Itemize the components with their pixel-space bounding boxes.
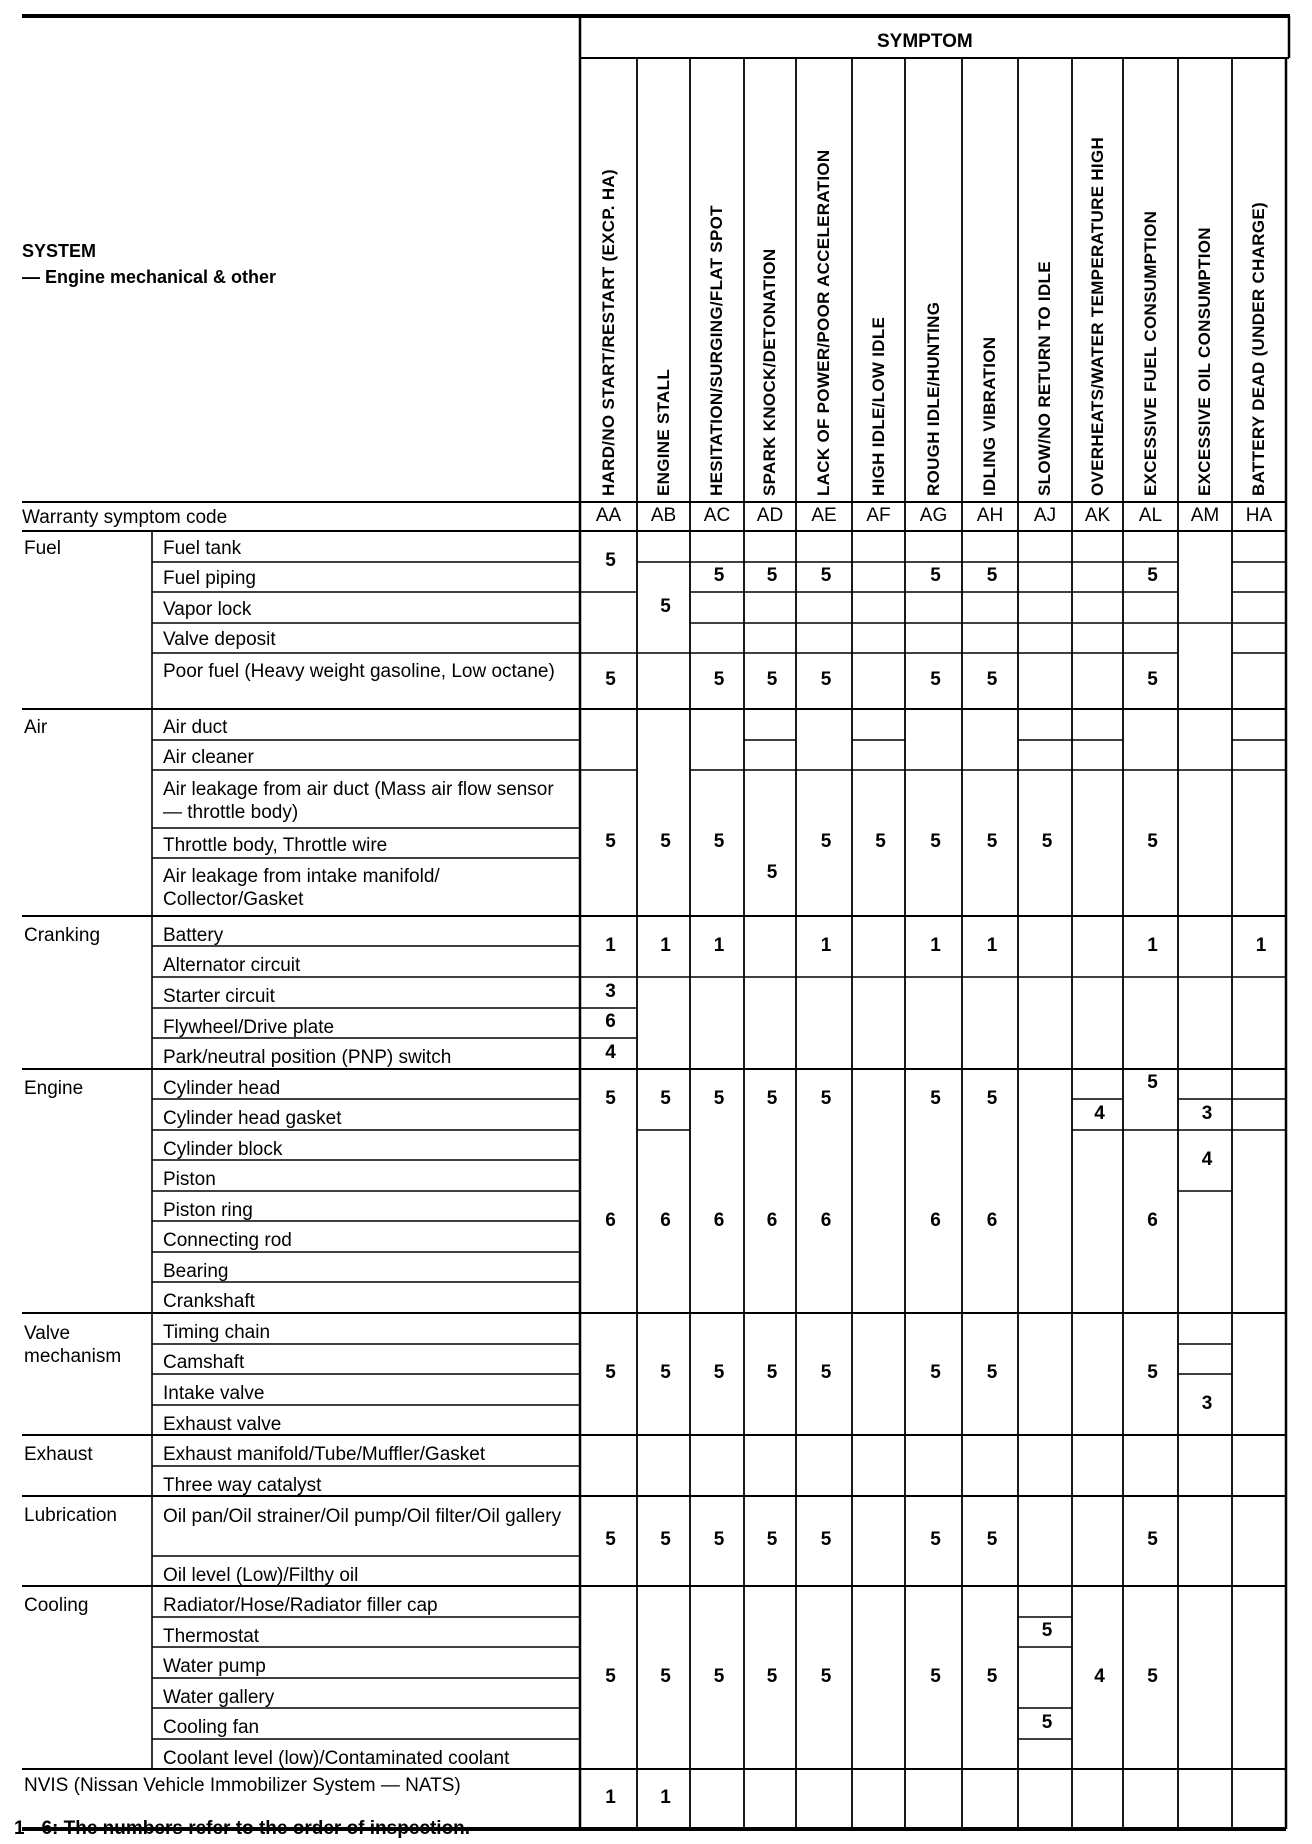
- cell-value: 5: [930, 1362, 941, 1383]
- group-valve-mechanism: Valve mechanism: [24, 1323, 122, 1367]
- item-label: Exhaust valve: [163, 1414, 282, 1435]
- cell-value: 5: [820, 1087, 832, 1109]
- footnote: 1 - 6: The numbers refer to the order of inspection.: [14, 1818, 471, 1839]
- group-engine: Engine: [24, 1078, 84, 1099]
- symptom-header-ag: ROUGH IDLE/HUNTING: [923, 301, 943, 496]
- cell-value: 5: [1147, 1665, 1158, 1687]
- item-label: Thermostat: [163, 1626, 260, 1647]
- cell-value: 5: [660, 595, 671, 617]
- symptom-title: SYMPTOM: [877, 31, 973, 52]
- cell-value: 5: [986, 1087, 998, 1109]
- group-air: Air: [24, 717, 48, 738]
- cell-value: 5: [930, 565, 941, 586]
- cell-value: 1: [1255, 934, 1267, 956]
- symptom-code-am: AM: [1190, 505, 1220, 526]
- item-label: Piston: [163, 1169, 216, 1190]
- item-label: Three way catalyst: [163, 1475, 322, 1496]
- cell-value: 5: [660, 831, 671, 852]
- symptom-header-aa: HARD/NO START/RESTART (EXCP. HA): [598, 169, 618, 496]
- item-label: Cooling fan: [163, 1717, 260, 1738]
- item-label: Piston ring: [163, 1200, 253, 1221]
- item-label: Oil level (Low)/Filthy oil: [163, 1565, 359, 1586]
- item-label: Valve deposit: [163, 629, 276, 650]
- symptom-header-ab: ENGINE STALL: [653, 368, 673, 496]
- cell-value: 5: [875, 831, 886, 852]
- cell-value: 1: [713, 934, 725, 956]
- cell-value: 5: [605, 549, 616, 571]
- item-label: Exhaust manifold/Tube/Muffler/Gasket: [163, 1444, 486, 1465]
- item-label: Fuel piping: [163, 568, 256, 589]
- cell-value: 5: [766, 1529, 778, 1550]
- cell-value: 1: [605, 934, 616, 956]
- cell-value: 5: [605, 669, 616, 690]
- cell-value: 5: [1147, 565, 1158, 586]
- cell-value: 5: [986, 1529, 998, 1550]
- cell-value: 5: [713, 1529, 725, 1550]
- cell-value: 4: [1094, 1665, 1105, 1687]
- cell-value: 5: [713, 1665, 725, 1687]
- cell-value: 6: [986, 1209, 998, 1231]
- cell-value: 5: [605, 831, 616, 852]
- cell-value: 5: [713, 565, 725, 586]
- symptom-code-aa: AA: [595, 505, 622, 526]
- cell-value: 5: [1147, 1362, 1158, 1383]
- cell-value: 5: [986, 1362, 998, 1383]
- cell-value: 5: [766, 565, 778, 586]
- item-label: Cylinder head gasket: [163, 1108, 342, 1129]
- cell-value: 5: [820, 565, 832, 586]
- cell-value: 5: [930, 1665, 941, 1687]
- item-label: Air duct: [163, 717, 228, 738]
- cell-value: 5: [820, 1362, 832, 1383]
- cell-value: 5: [660, 1529, 671, 1550]
- symptom-header-aj: SLOW/NO RETURN TO IDLE: [1035, 261, 1054, 496]
- symptom-code-ab: AB: [650, 505, 677, 526]
- cell-value: 1: [1147, 934, 1158, 956]
- cell-value: 6: [713, 1209, 725, 1231]
- cell-value: 3: [1201, 1102, 1213, 1124]
- cell-value: 5: [766, 1362, 778, 1383]
- symptom-header-ha: BATTERY DEAD (UNDER CHARGE): [1249, 202, 1268, 496]
- item-label: Poor fuel (Heavy weight gasoline, Low octane): [163, 661, 555, 682]
- symptom-header-af: HIGH IDLE/LOW IDLE: [868, 316, 888, 496]
- group-lubrication: Lubrication: [24, 1505, 117, 1526]
- item-label: Battery: [163, 925, 224, 946]
- cell-value: 5: [660, 1665, 671, 1687]
- cell-value: 5: [766, 669, 778, 690]
- symptom-code-ad: AD: [756, 505, 784, 526]
- cell-value: 5: [1147, 831, 1158, 852]
- item-label: Radiator/Hose/Radiator filler cap: [163, 1595, 438, 1616]
- cell-value: 5: [1041, 1620, 1053, 1641]
- cell-value: 1: [986, 934, 998, 956]
- item-label: Water pump: [163, 1656, 266, 1677]
- item-label: Air cleaner: [163, 747, 254, 768]
- item-label: Crankshaft: [163, 1291, 255, 1312]
- symptom-header-ak: OVERHEATS/WATER TEMPERATURE HIGH: [1087, 136, 1107, 496]
- symptom-code-af: AF: [866, 505, 891, 526]
- cell-value: 1: [660, 934, 671, 956]
- symptom-code-ac: AC: [703, 505, 731, 526]
- item-label: Timing chain: [163, 1322, 271, 1343]
- cell-value: 5: [930, 1087, 941, 1109]
- group-cranking: Cranking: [24, 925, 101, 946]
- symptom-header-ac: HESITATION/SURGING/FLAT SPOT: [707, 205, 726, 496]
- cell-value: 5: [1147, 1072, 1158, 1093]
- item-label: Bearing: [163, 1261, 229, 1282]
- cell-value: 5: [605, 1087, 616, 1109]
- group-fuel: Fuel: [24, 538, 61, 559]
- cell-value: 5: [713, 831, 725, 852]
- cell-value: 4: [1201, 1148, 1213, 1170]
- item-label: Throttle body, Throttle wire: [163, 835, 388, 856]
- cell-value: 5: [1041, 831, 1053, 852]
- symptom-code-ha: HA: [1245, 505, 1273, 526]
- item-label: Camshaft: [163, 1352, 245, 1373]
- cell-value: 1: [605, 1787, 616, 1808]
- cell-value: 1: [820, 934, 832, 956]
- cell-value: 6: [766, 1209, 778, 1231]
- symptom-header-am: EXCESSIVE OIL CONSUMPTION: [1195, 227, 1214, 496]
- cell-value: 5: [766, 1665, 778, 1687]
- cell-value: 6: [605, 1209, 616, 1231]
- system-subtitle: — Engine mechanical & other: [22, 267, 277, 287]
- cell-value: 5: [605, 1529, 616, 1550]
- cell-value: 6: [820, 1209, 832, 1231]
- system-title: SYSTEM: [22, 241, 97, 261]
- cell-value: 5: [766, 861, 778, 883]
- item-label: Connecting rod: [163, 1230, 292, 1251]
- item-label: Fuel tank: [163, 538, 242, 559]
- cell-value: 5: [820, 831, 832, 852]
- cell-value: 5: [1147, 669, 1158, 690]
- cell-value: 6: [660, 1209, 671, 1231]
- cell-value: 1: [930, 934, 941, 956]
- cell-value: 6: [930, 1209, 941, 1231]
- cell-value: 6: [1147, 1209, 1158, 1231]
- cell-value: 5: [713, 1362, 725, 1383]
- cell-value: 5: [1147, 1529, 1158, 1550]
- item-label: Intake valve: [163, 1383, 265, 1404]
- symptom-code-ak: AK: [1084, 505, 1111, 526]
- cell-value: 5: [820, 1529, 832, 1550]
- symptom-header-al: EXCESSIVE FUEL CONSUMPTION: [1140, 210, 1160, 496]
- cell-value: 6: [605, 1011, 616, 1032]
- symptom-code-ag: AG: [919, 505, 948, 526]
- cell-value: 5: [660, 1087, 671, 1109]
- item-label: Oil pan/Oil strainer/Oil pump/Oil filter/Oil gallery: [163, 1506, 562, 1527]
- cell-value: 5: [986, 1665, 998, 1687]
- cell-value: 1: [660, 1787, 671, 1808]
- group-exhaust: Exhaust: [24, 1444, 93, 1465]
- cell-value: 5: [986, 831, 998, 852]
- item-label: Flywheel/Drive plate: [163, 1017, 335, 1038]
- item-label: Alternator circuit: [163, 955, 301, 976]
- cell-value: 5: [605, 1362, 616, 1383]
- cell-value: 5: [986, 565, 998, 586]
- item-label: Air leakage from intake manifold/ Collector/Gasket: [163, 866, 440, 910]
- item-label: Air leakage from air duct (Mass air flow sensor — throttle body): [163, 779, 554, 823]
- symptom-code-ah: AH: [976, 505, 1004, 526]
- cell-value: 5: [713, 669, 725, 690]
- cell-value: 5: [986, 669, 998, 690]
- symptom-code-aj: AJ: [1033, 505, 1057, 526]
- item-label: Water gallery: [163, 1687, 275, 1708]
- cell-value: 4: [605, 1041, 616, 1063]
- group-cooling: Cooling: [24, 1595, 89, 1616]
- cell-value: 5: [820, 669, 832, 690]
- cell-value: 5: [766, 1087, 778, 1109]
- cell-value: 5: [713, 1087, 725, 1109]
- item-label: Starter circuit: [163, 986, 275, 1007]
- warranty-code-label: Warranty symptom code: [22, 507, 228, 528]
- symptom-code-ae: AE: [811, 505, 837, 526]
- cell-value: 5: [820, 1665, 832, 1687]
- cell-value: 5: [660, 1362, 671, 1383]
- cell-value: 3: [1201, 1392, 1213, 1414]
- item-label: Cylinder head: [163, 1078, 281, 1099]
- cell-value: 3: [605, 980, 616, 1002]
- symptom-header-ad: SPARK KNOCK/DETONATION: [760, 248, 779, 496]
- nvis-label: NVIS (Nissan Vehicle Immobilizer System — NATS): [24, 1775, 461, 1796]
- cell-value: 5: [1041, 1711, 1053, 1733]
- cell-value: 5: [930, 1529, 941, 1550]
- cell-value: 4: [1094, 1102, 1105, 1124]
- cell-value: 5: [605, 1665, 616, 1687]
- item-label: Park/neutral position (PNP) switch: [163, 1047, 452, 1068]
- cell-value: 5: [930, 669, 941, 690]
- item-label: Vapor lock: [163, 599, 252, 620]
- item-label: Cylinder block: [163, 1139, 283, 1160]
- item-label: Coolant level (low)/Contaminated coolant: [163, 1748, 510, 1769]
- symptom-header-ah: IDLING VIBRATION: [980, 336, 999, 496]
- cell-value: 5: [930, 831, 941, 852]
- symptom-header-ae: LACK OF POWER/POOR ACCELERATION: [814, 149, 833, 496]
- symptom-code-al: AL: [1138, 505, 1163, 526]
